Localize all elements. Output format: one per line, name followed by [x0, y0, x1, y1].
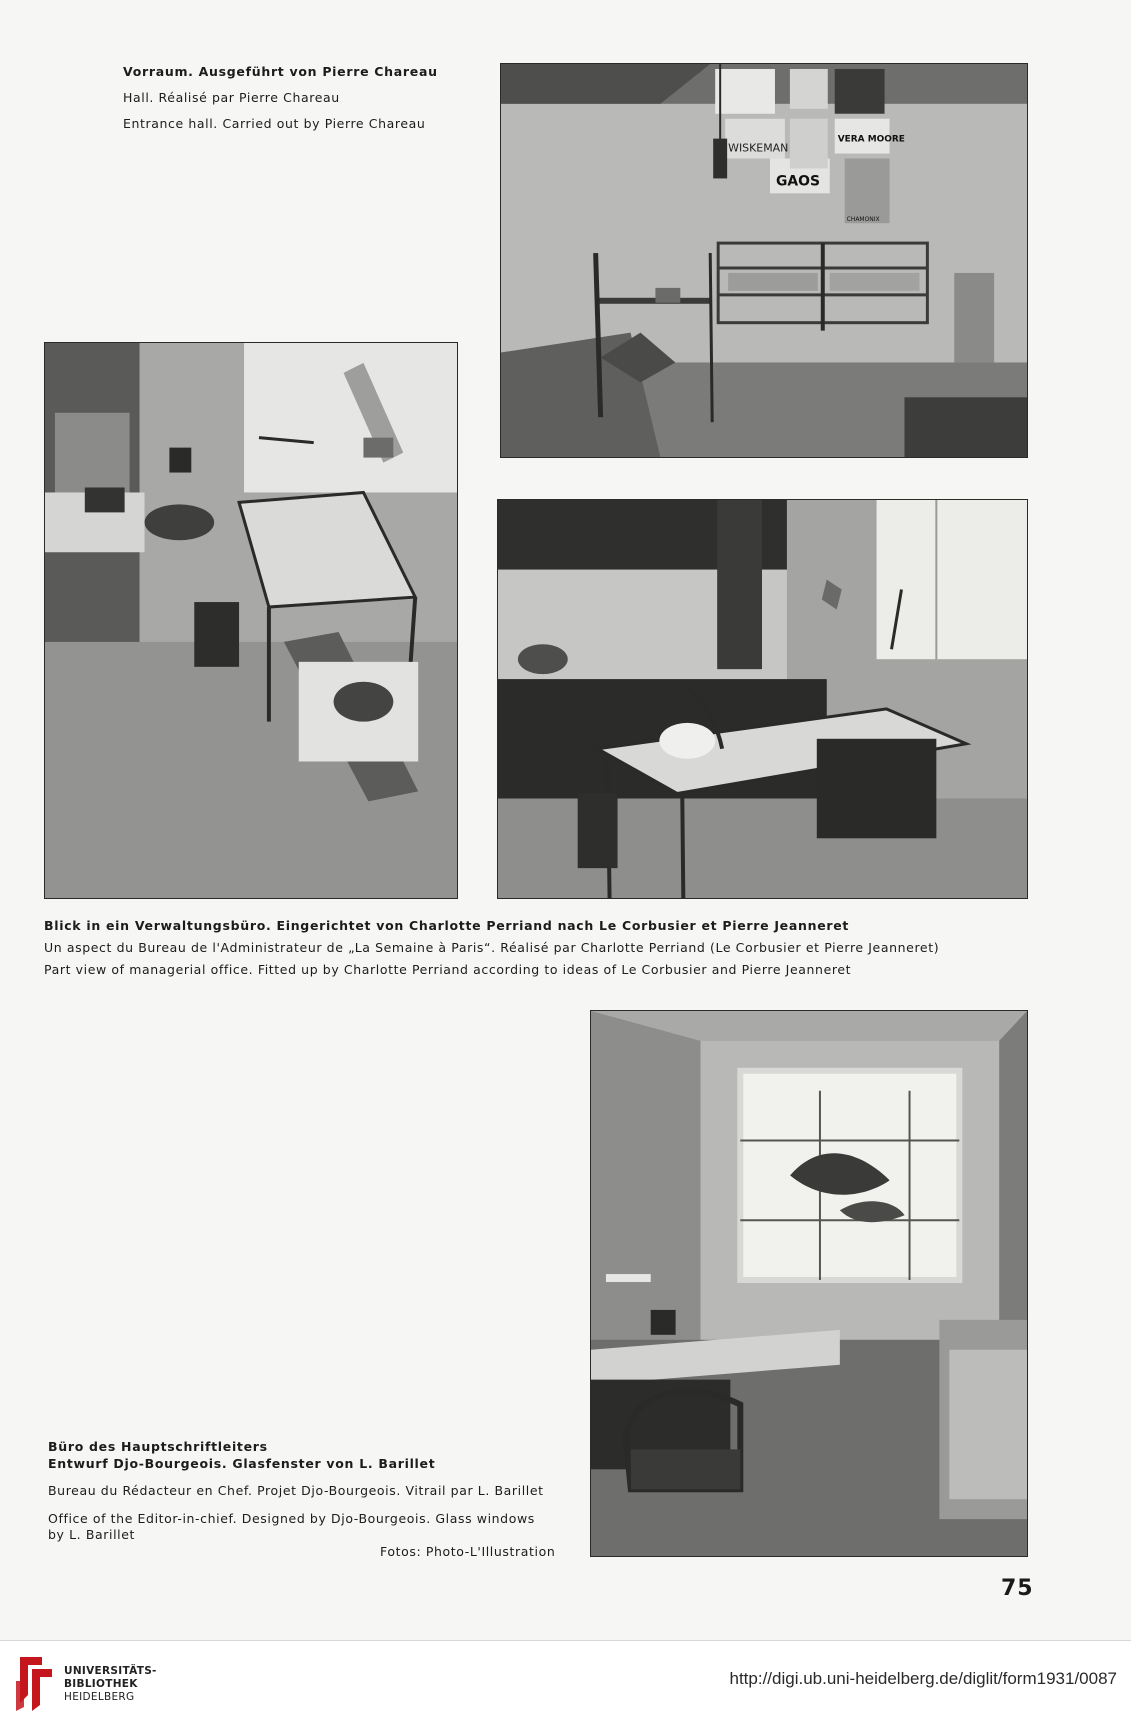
office-caption-de: Blick in ein Verwaltungsbüro. Eingerichtet von Charlotte Perriand nach Le Corbusier et Pierre Jeanneret — [44, 918, 850, 933]
university-library-logo-icon[interactable] — [12, 1651, 58, 1713]
poster-wiskeman-text: WISKEMAN — [728, 141, 789, 155]
photo-editor-office — [590, 1010, 1028, 1557]
hall-caption-fr: Hall. Réalisé par Pierre Chareau — [123, 90, 340, 105]
hall-caption-en: Entrance hall. Carried out by Pierre Chareau — [123, 116, 426, 131]
logo-line-3: HEIDELBERG — [64, 1690, 135, 1703]
editor-caption-fr: Bureau du Rédacteur en Chef. Projet Djo-Bourgeois. Vitrail par L. Barillet — [48, 1483, 544, 1498]
photo-entrance-hall — [500, 63, 1028, 458]
poster-chamonix-text: CHAMONIX — [846, 216, 880, 224]
office-caption-fr: Un aspect du Bureau de l'Administrateur de „La Semaine à Paris“. Réalisé par Charlotte Perriand (Le Corbusier et Pierre Jeanneret) — [44, 940, 940, 955]
page-number: 75 — [1001, 1576, 1034, 1601]
photo-managerial-office-right — [497, 499, 1028, 899]
logo-line-1: UNIVERSITÄTS- — [64, 1665, 157, 1677]
photo-managerial-office-left — [44, 342, 458, 899]
logo-line-2: BIBLIOTHEK — [64, 1677, 138, 1690]
editor-caption-en-line1: Office of the Editor-in-chief. Designed by Djo-Bourgeois. Glass windows — [48, 1511, 535, 1526]
editor-caption-de-line1: Büro des Hauptschriftleiters — [48, 1439, 268, 1454]
editor-caption-de-line2: Entwurf Djo-Bourgeois. Glasfenster von L. Barillet — [48, 1456, 436, 1471]
photo-credit: Fotos: Photo-L'Illustration — [380, 1544, 556, 1559]
hall-caption-de: Vorraum. Ausgeführt von Pierre Chareau — [123, 64, 438, 79]
poster-gaos-text: GAOS — [775, 173, 821, 190]
editor-caption-en-line2: by L. Barillet — [48, 1527, 136, 1542]
source-url-link[interactable]: http://digi.ub.uni-heidelberg.de/diglit/form1931/0087 — [729, 1669, 1117, 1688]
footer-bar — [0, 1640, 1131, 1723]
university-library-logo-text[interactable] — [64, 1665, 157, 1703]
poster-vera-moore-text: VERA MOORE — [837, 134, 905, 145]
office-caption-en: Part view of managerial office. Fitted up by Charlotte Perriand according to ideas of Le Corbusier and Pierre Jeanneret — [44, 962, 852, 977]
